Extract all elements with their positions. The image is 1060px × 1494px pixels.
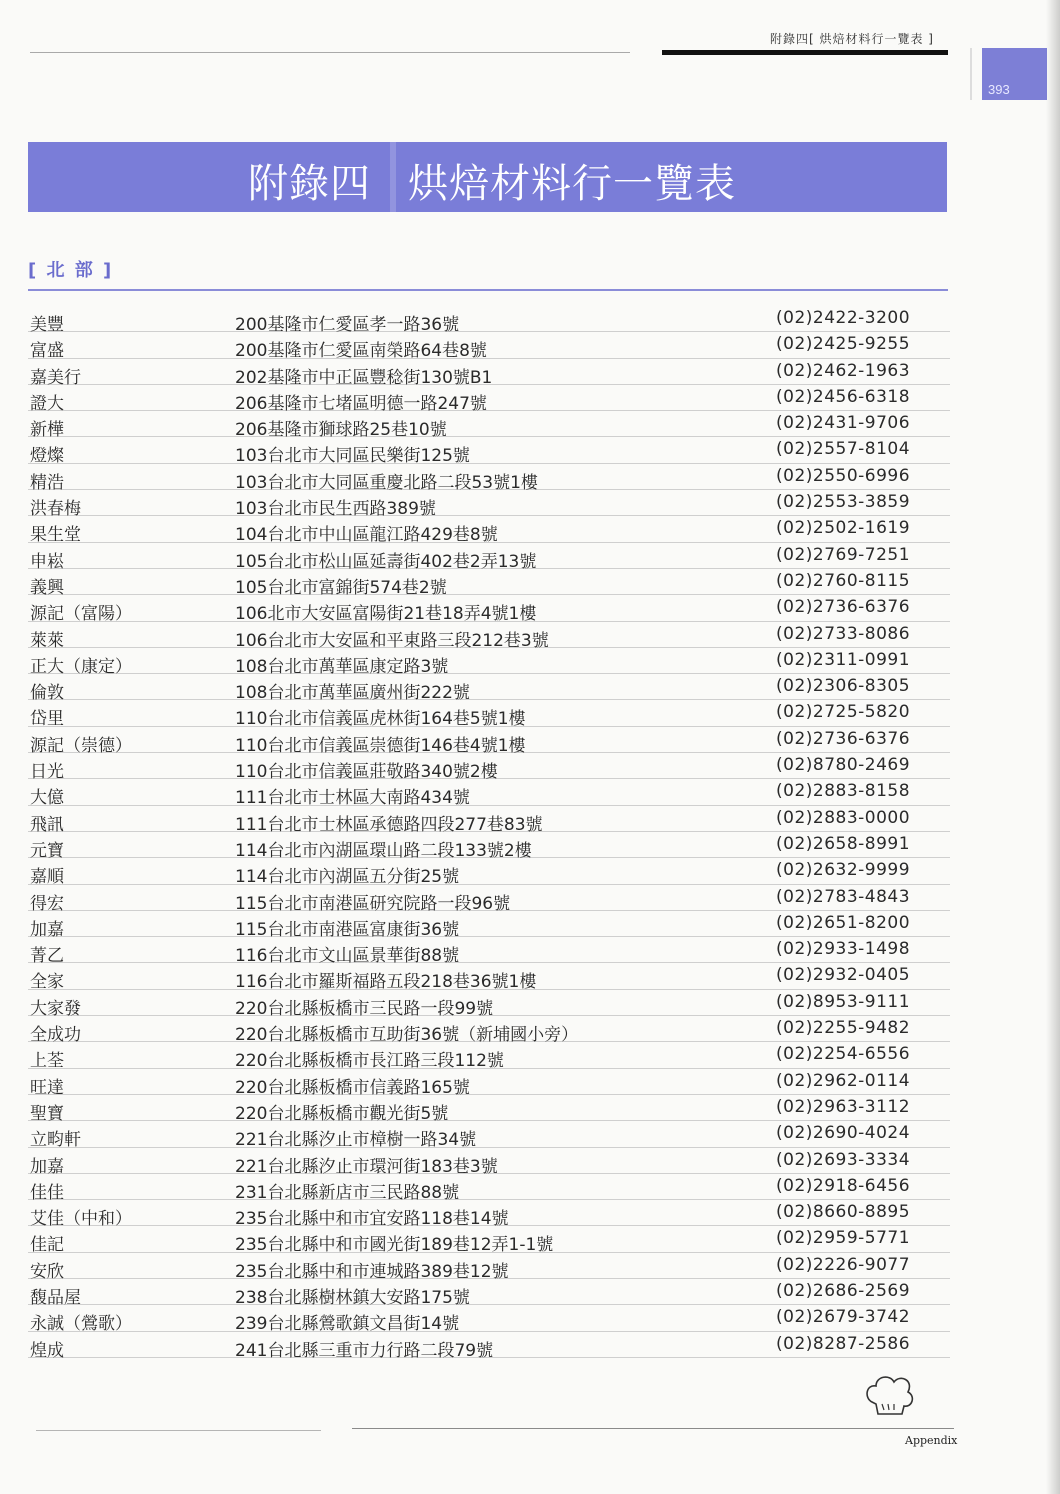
store-address: 115台北市南港區富康街36號	[235, 919, 460, 940]
store-phone: (02)2932-0405	[776, 965, 911, 986]
list-item	[28, 779, 950, 809]
store-name: 上荃	[30, 1051, 64, 1072]
store-name: 燈燦	[30, 446, 64, 467]
store-address: 241台北縣三重市力行路二段79號	[235, 1340, 494, 1361]
store-address: 111台北市士林區大南路434號	[235, 788, 470, 809]
list-item	[28, 622, 950, 651]
store-name: 永誠（鶯歌）	[30, 1314, 132, 1335]
list-item	[28, 727, 950, 756]
store-phone: (02)2311-0991	[776, 649, 911, 670]
store-address: 220台北縣板橋市長江路三段112號	[235, 1051, 504, 1072]
list-item	[28, 543, 950, 572]
store-address: 220台北縣板橋市觀光街5號	[235, 1103, 449, 1124]
list-item	[28, 1226, 950, 1256]
list-item	[28, 674, 950, 704]
store-address: 206基隆市獅球路25巷10號	[235, 420, 447, 441]
list-item	[28, 1016, 950, 1046]
store-address: 114台北市內湖區五分街25號	[235, 867, 460, 888]
store-name: 源記（富陽）	[30, 604, 132, 625]
store-phone: (02)2918-6456	[776, 1175, 911, 1196]
store-name: 大家發	[30, 998, 81, 1019]
store-name: 安欣	[30, 1261, 64, 1282]
store-name: 全家	[30, 972, 64, 993]
store-name: 日光	[30, 762, 64, 783]
store-phone: (02)2553-3859	[776, 492, 911, 513]
footer-label: Appendix	[905, 1434, 958, 1447]
store-address: 220台北縣板橋市三民路一段99號	[235, 998, 494, 1019]
list-item	[28, 1148, 950, 1177]
store-phone: (02)2959-5771	[776, 1228, 911, 1249]
store-phone: (02)8287-2586	[776, 1333, 911, 1354]
store-phone: (02)2933-1498	[776, 939, 911, 960]
title-banner	[28, 142, 947, 212]
page-number: 393	[988, 82, 1010, 97]
store-phone: (02)2883-8158	[776, 781, 911, 802]
list-item	[28, 1121, 950, 1151]
store-address: 206基隆市七堵區明德一路247號	[235, 393, 487, 414]
store-address: 116台北市羅斯福路五段218巷36號1樓	[235, 972, 537, 993]
store-address: 106北市大安區富陽街21巷18弄4號1樓	[235, 604, 537, 625]
store-name: 新樺	[30, 420, 64, 441]
store-phone: (02)2658-8991	[776, 833, 911, 854]
list-item	[28, 306, 950, 335]
list-item	[28, 490, 950, 520]
store-name: 申崧	[30, 551, 64, 572]
list-item	[28, 385, 950, 414]
footer-rule-right	[352, 1428, 954, 1429]
store-name: 源記（崇德）	[30, 735, 132, 756]
list-item	[28, 937, 950, 967]
header-black-bar	[662, 50, 948, 55]
store-name: 飛訊	[30, 814, 64, 835]
store-address: 110台北市信義區崇德街146巷4號1樓	[235, 735, 526, 756]
store-name: 倫敦	[30, 683, 64, 704]
store-address: 108台北市萬華區康定路3號	[235, 656, 449, 677]
store-phone: (02)2422-3200	[776, 308, 911, 328]
list-item	[28, 516, 950, 546]
store-phone: (02)2306-8305	[776, 676, 911, 697]
list-item	[28, 411, 950, 441]
store-phone: (02)2255-9482	[776, 1018, 911, 1039]
store-phone: (02)2456-6318	[776, 386, 911, 407]
list-item	[28, 332, 950, 362]
store-address: 239台北縣鶯歌鎮文昌街14號	[235, 1314, 460, 1335]
store-name: 岱里	[30, 709, 64, 730]
store-name: 立畇軒	[30, 1130, 81, 1151]
store-phone: (02)2502-1619	[776, 518, 911, 539]
store-address: 105台北市松山區延壽街402巷2弄13號	[235, 551, 537, 572]
list-item	[28, 437, 950, 467]
list-item	[28, 858, 950, 888]
store-address: 106台北市大安區和平東路三段212巷3號	[235, 630, 549, 651]
store-name: 果生堂	[30, 525, 81, 546]
store-name: 艾佳（中和）	[30, 1209, 132, 1230]
store-phone: (02)2693-3334	[776, 1149, 911, 1170]
store-address: 220台北縣板橋市信義路165號	[235, 1077, 470, 1098]
store-address: 110台北市信義區莊敬路340號2樓	[235, 762, 498, 783]
store-address: 103台北市大同區民樂街125號	[235, 446, 470, 467]
store-address: 103台北市大同區重慶北路二段53號1樓	[235, 472, 538, 493]
store-address: 111台北市士林區承德路四段277巷83號	[235, 814, 543, 835]
header-rule	[30, 52, 630, 53]
list-item	[28, 464, 950, 493]
store-name: 嘉美行	[30, 367, 81, 388]
list-item	[28, 1174, 950, 1203]
store-phone: (02)2736-6376	[776, 597, 911, 618]
store-address: 105台北市富錦街574巷2號	[235, 577, 447, 598]
store-address: 220台北縣板橋市互助街36號（新埔國小旁）	[235, 1025, 579, 1046]
store-name: 嘉順	[30, 867, 64, 888]
store-name: 美豐	[30, 315, 64, 335]
page-tab-divider	[970, 48, 972, 100]
page-edge-shadow	[1046, 0, 1060, 1494]
store-name: 證大	[30, 393, 64, 414]
store-name: 全成功	[30, 1025, 81, 1046]
footer-rule-left	[36, 1430, 321, 1431]
store-phone: (02)2760-8115	[776, 570, 911, 591]
list-item	[28, 1069, 950, 1098]
store-name: 旺達	[30, 1077, 64, 1098]
store-address: 238台北縣樹林鎮大安路175號	[235, 1287, 470, 1308]
store-address: 200基隆市仁愛區孝一路36號	[235, 315, 460, 335]
store-phone: (02)2425-9255	[776, 334, 911, 355]
list-item	[28, 569, 950, 598]
store-phone: (02)2550-6996	[776, 465, 911, 486]
store-address: 221台北縣汐止市樟樹一路34號	[235, 1130, 477, 1151]
store-name: 加嘉	[30, 919, 64, 940]
list-item	[28, 753, 950, 783]
page-title: 烘焙材料行一覽表	[408, 161, 736, 207]
store-phone: (02)2462-1963	[776, 360, 911, 381]
store-list	[28, 306, 950, 1361]
store-phone: (02)2557-8104	[776, 439, 911, 460]
store-phone: (02)2963-3112	[776, 1096, 911, 1117]
list-item	[28, 1095, 950, 1124]
store-phone: (02)2632-9999	[776, 860, 911, 881]
store-phone: (02)2679-3742	[776, 1307, 911, 1328]
store-name: 得宏	[30, 893, 64, 914]
store-name: 富盛	[30, 341, 64, 362]
store-name: 精浩	[30, 472, 64, 493]
list-item	[28, 1332, 950, 1361]
store-name: 聖寶	[30, 1103, 64, 1124]
store-address: 104台北市中山區龍江路429巷8號	[235, 525, 498, 546]
banner-appendix-label: 附錄四	[248, 161, 371, 207]
section-heading: [ 北 部 ]	[28, 260, 114, 281]
store-phone: (02)2725-5820	[776, 702, 911, 723]
store-address: 114台北市內湖區環山路二段133號2樓	[235, 840, 532, 861]
list-item	[28, 700, 950, 730]
store-phone: (02)2431-9706	[776, 413, 911, 434]
store-address: 221台北縣汐止市環河街183巷3號	[235, 1156, 498, 1177]
store-address: 115台北市南港區研究院路一段96號	[235, 893, 511, 914]
list-item	[28, 359, 950, 388]
chef-hat-icon	[862, 1368, 918, 1424]
list-item	[28, 990, 950, 1019]
running-head: 附錄四[ 烘焙材料行一覽表 ]	[770, 32, 934, 46]
section-rule	[28, 289, 948, 291]
store-phone: (02)2736-6376	[776, 728, 911, 749]
store-name: 大億	[30, 788, 64, 809]
store-address: 200基隆市仁愛區南榮路64巷8號	[235, 341, 487, 362]
store-name: 元寶	[30, 840, 64, 861]
list-item	[28, 911, 950, 940]
store-address: 235台北縣中和市連城路389巷12號	[235, 1261, 509, 1282]
list-item	[28, 1200, 950, 1230]
store-phone: (02)2883-0000	[776, 807, 911, 828]
store-address: 103台北市民生西路389號	[235, 499, 436, 520]
store-name: 洪春梅	[30, 499, 81, 520]
store-phone: (02)2686-2569	[776, 1280, 911, 1301]
store-phone: (02)8660-8895	[776, 1202, 911, 1223]
list-item	[28, 832, 950, 861]
list-item	[28, 885, 950, 914]
store-phone: (02)2254-6556	[776, 1044, 911, 1065]
store-phone: (02)8953-9111	[776, 991, 911, 1012]
store-phone: (02)2962-0114	[776, 1070, 911, 1091]
store-phone: (02)2783-4843	[776, 886, 911, 907]
store-name: 義興	[30, 577, 64, 598]
store-phone: (02)2651-8200	[776, 912, 911, 933]
store-name: 煌成	[30, 1340, 64, 1361]
store-address: 235台北縣中和市宜安路118巷14號	[235, 1209, 509, 1230]
list-item	[28, 595, 950, 625]
list-item	[28, 806, 950, 835]
store-address: 231台北縣新店市三民路88號	[235, 1182, 460, 1203]
store-phone: (02)8780-2469	[776, 755, 911, 776]
list-item	[28, 1305, 950, 1335]
store-phone: (02)2769-7251	[776, 544, 911, 565]
store-name: 正大（康定）	[30, 656, 132, 677]
list-item	[28, 963, 950, 993]
page-tab	[982, 48, 1047, 100]
store-name: 馥品屋	[30, 1287, 81, 1308]
list-item	[28, 1042, 950, 1072]
store-address: 108台北市萬華區廣州街222號	[235, 683, 470, 704]
store-name: 菁乙	[30, 946, 64, 967]
store-phone: (02)2226-9077	[776, 1254, 911, 1275]
store-phone: (02)2733-8086	[776, 623, 911, 644]
store-phone: (02)2690-4024	[776, 1123, 911, 1144]
store-name: 佳佳	[30, 1182, 64, 1203]
list-item	[28, 1253, 950, 1282]
store-name: 佳記	[30, 1235, 64, 1256]
list-item	[28, 1279, 950, 1308]
list-item	[28, 648, 950, 677]
store-name: 萊萊	[30, 630, 64, 651]
banner-divider	[390, 142, 396, 212]
store-address: 202基隆市中正區豐稔街130號B1	[235, 367, 493, 388]
store-address: 116台北市文山區景華街88號	[235, 946, 460, 967]
store-address: 110台北市信義區虎林街164巷5號1樓	[235, 709, 526, 730]
store-address: 235台北縣中和市國光街189巷12弄1-1號	[235, 1235, 554, 1256]
store-name: 加嘉	[30, 1156, 64, 1177]
